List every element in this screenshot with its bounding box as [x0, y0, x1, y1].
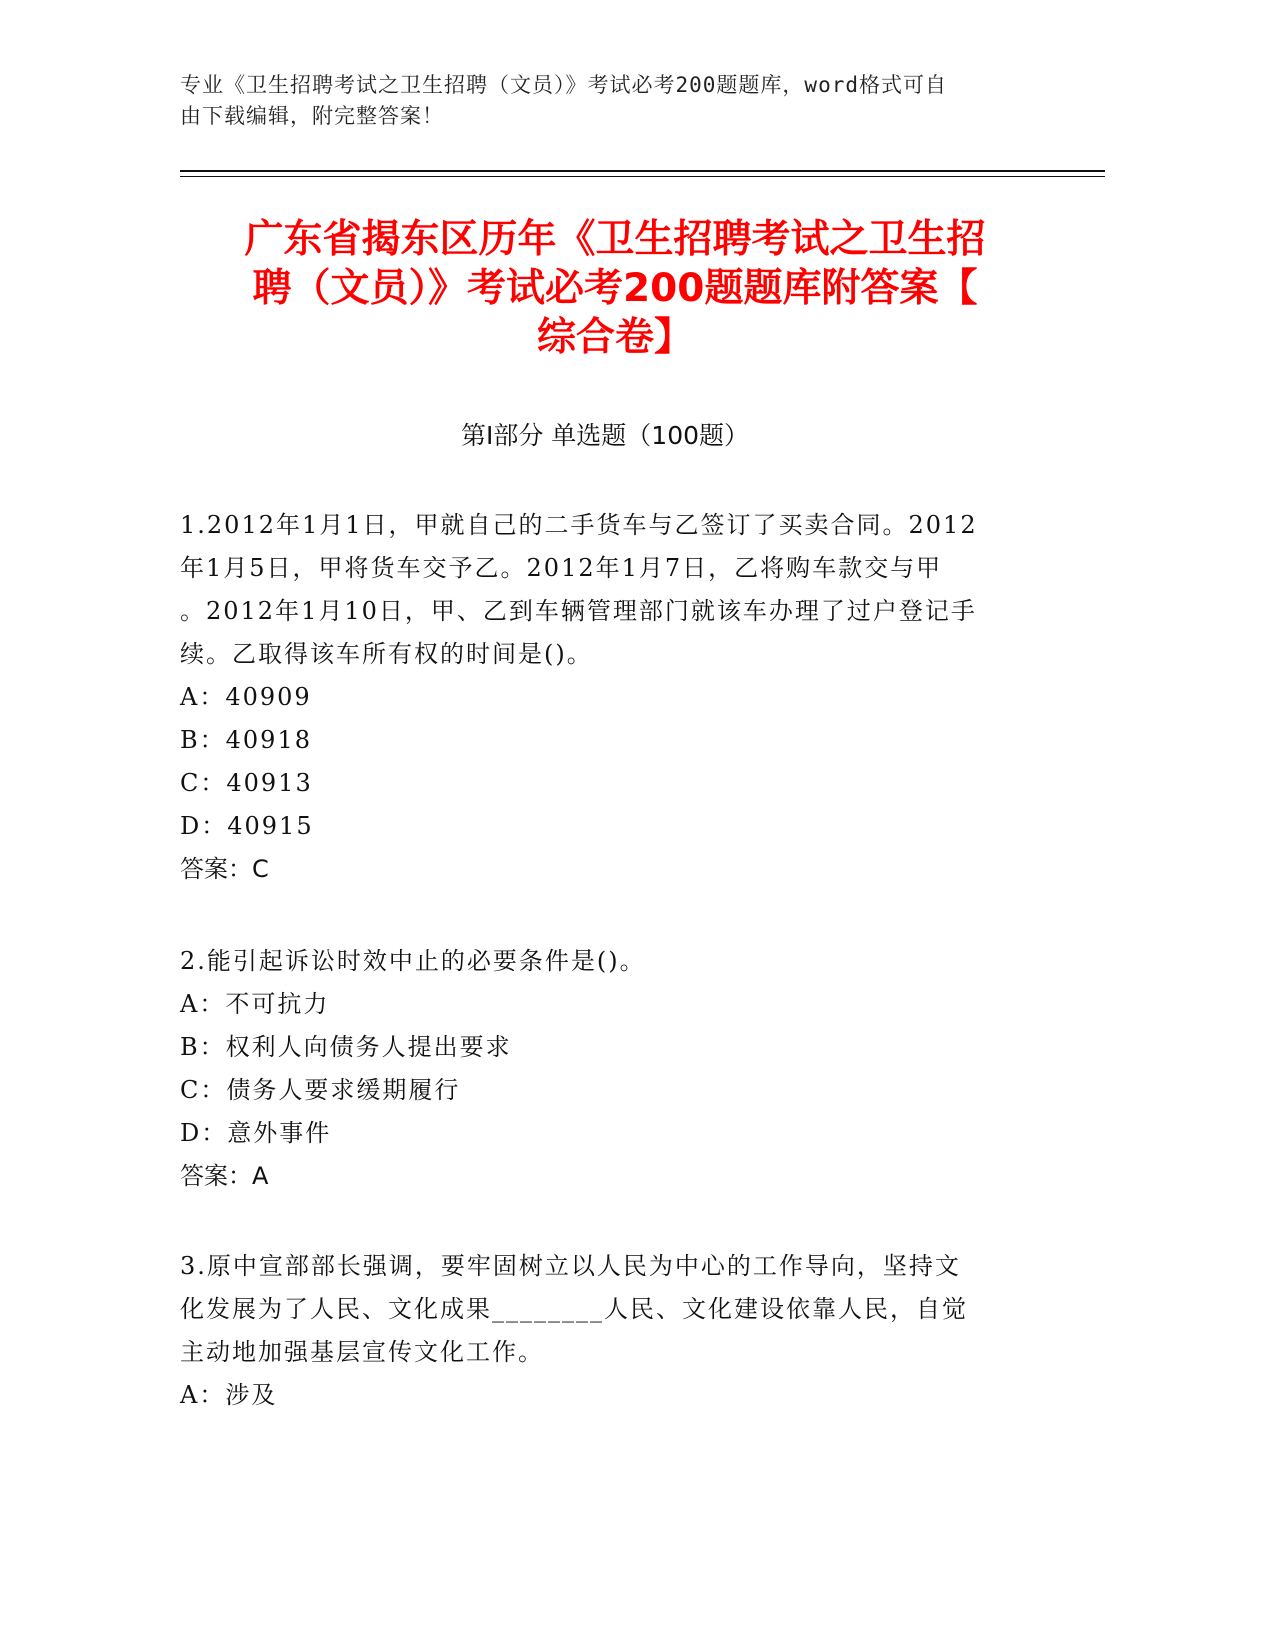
question-text-line: 1.2012年1月1日，甲就自己的二手货车与乙签订了买卖合同。2012	[180, 511, 978, 539]
answer: 答案：A	[180, 1162, 269, 1190]
question-2	[180, 940, 1040, 1198]
option-a: A：40909	[180, 683, 312, 711]
option-b: B：40918	[180, 726, 312, 754]
document-title	[185, 215, 1045, 362]
header-line: 由下载编辑，附完整答案！	[180, 104, 444, 128]
answer: 答案：C	[180, 855, 269, 883]
document-header-note	[180, 70, 1030, 132]
question-text-line: 主动地加强基层宣传文化工作。	[180, 1338, 544, 1366]
option-c: C：债务人要求缓期履行	[180, 1076, 461, 1104]
title-line: 广东省揭东区历年《卫生招聘考试之卫生招	[244, 217, 986, 262]
option-a: A：不可抗力	[180, 990, 330, 1018]
header-divider-thin	[180, 176, 1105, 177]
header-line: 专业《卫生招聘考试之卫生招聘（文员）》考试必考200题题库，word格式可自	[180, 73, 947, 97]
option-c: C：40913	[180, 769, 313, 797]
title-line: 聘（文员）》考试必考200题题库附答案【	[252, 266, 978, 311]
question-3	[180, 1245, 1040, 1417]
header-divider	[180, 170, 1105, 172]
option-d: D：40915	[180, 812, 314, 840]
option-a: A：涉及	[180, 1381, 278, 1409]
section-heading: 第Ⅰ部分 单选题（100题）	[460, 421, 750, 450]
question-text-line: 2.能引起诉讼时效中止的必要条件是()。	[180, 947, 646, 975]
question-text-line: 年1月5日，甲将货车交予乙。2012年1月7日，乙将购车款交与甲	[180, 554, 943, 582]
title-line: 综合卷】	[536, 315, 693, 360]
option-b: B：权利人向债务人提出要求	[180, 1033, 512, 1061]
question-1	[180, 504, 1040, 891]
question-text-line: 。2012年1月10日，甲、乙到车辆管理部门就该车办理了过户登记手	[180, 597, 977, 625]
question-text-line: 续。乙取得该车所有权的时间是()。	[180, 640, 593, 668]
option-d: D：意外事件	[180, 1119, 332, 1147]
question-text-line: 化发展为了人民、文化成果________人民、文化建设依靠人民，自觉	[180, 1295, 968, 1323]
question-text-line: 3.原中宣部部长强调，要牢固树立以人民为中心的工作导向，坚持文	[180, 1252, 961, 1280]
